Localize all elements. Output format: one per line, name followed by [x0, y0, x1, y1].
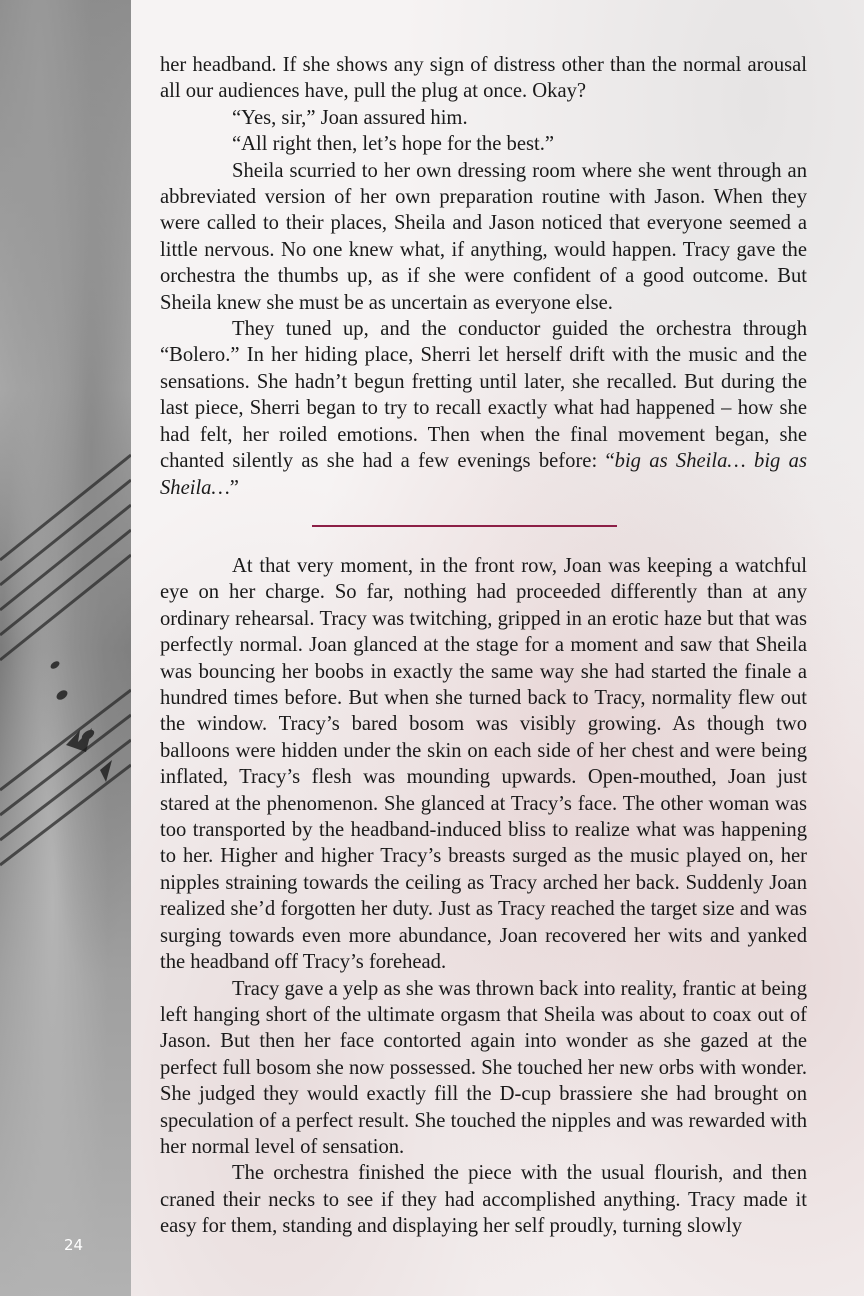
paragraph: Sheila scurried to her own dressing room where she went through an abbreviated version of her own preparation routine with Jason. When they were called to their places, Sheila and Jason noticed that everyone seemed a little nervous. No one knew what, if anything, would happen. Tracy gave the orchestra the thumbs up, as if she were confident of a good outcome. But Sheila knew she must be as uncertain as everyone else. [160, 159, 807, 314]
italic-chant: big as Sheila… big as Sheila… [160, 450, 807, 499]
paragraph: Tracy gave a yelp as she was thrown back into reality, frantic at being left hanging short of the ultimate orgasm that Sheila was about to coax out of Jason. But then her face contorted again into wonder as she gazed at the perfect full bosom she now possessed. She touched her new orbs with wonder. She judged they would exactly fill the D-cup brassiere she had brought on speculation of a perfect result. She touched the nipples and was rewarded with her normal level of sensation. [160, 977, 807, 1158]
section-1-text [160, 52, 807, 501]
closing-quote: ” [229, 476, 239, 499]
paragraph: At that very moment, in the front row, Joan was keeping a watchful eye on her charge. So far, nothing had proceeded differently than at any ordinary rehearsal. Tracy was twitching, gripped in an erotic haze but that was perfectly normal. Joan glanced at the stage for a moment and saw that Sheila was bouncing her boobs in exactly the same way she had started the finale a hundred times before. But when she turned back to Tracy, normality flew out the window. Tracy’s bared bosom was visibly growing. As though two balloons were hidden under the skin on each side of her chest and were being inflated, Tracy’s flesh was mounding upwards. Open-mouthed, Joan just stared at the phenomenon. She glanced at Tracy’s face. The other woman was too transported by the headband-induced bliss to realize what was happening to her. Higher and higher Tracy’s breasts surged as the music played on, her nipples straining towards the ceiling as Tracy arched her back. Suddenly Joan realized she’d forgotten her duty. Just as Tracy reached the target size and was surging towards even more abundance, Joan recovered her wits and yanked the headband off Tracy’s forehead. [160, 555, 807, 974]
section-divider [312, 525, 617, 527]
page-number: 24 [64, 1236, 84, 1254]
paragraph: her headband. If she shows any sign of distress other than the normal arousal all our audiences have, pull the plug at once. Okay? [160, 54, 807, 103]
sheet-music-image [0, 0, 131, 1296]
decorative-side-strip [0, 0, 131, 1296]
paragraph: “All right then, let’s hope for the best.” [232, 133, 554, 156]
section-2-text [160, 553, 807, 1240]
paragraph: “Yes, sir,” Joan assured him. [232, 106, 468, 129]
paragraph-text: They tuned up, and the conductor guided the orchestra through “Bolero.” In her hiding place, Sherri let herself drift with the music and the sensations. She hadn’t begun fretting until later, she recalled. But during the last piece, Sherri began to try to recall exactly what had happened – how she had felt, her roiled emotions. Then when the final movement began, she chanted silently as she had a few evenings before: “ [160, 318, 807, 473]
paragraph [160, 316, 807, 501]
paragraph: The orchestra finished the piece with the usual flourish, and then craned their necks to see if they had accomplished anything. Tracy made it easy for them, standing and displaying her self proudly, turning slowly [160, 1162, 807, 1238]
